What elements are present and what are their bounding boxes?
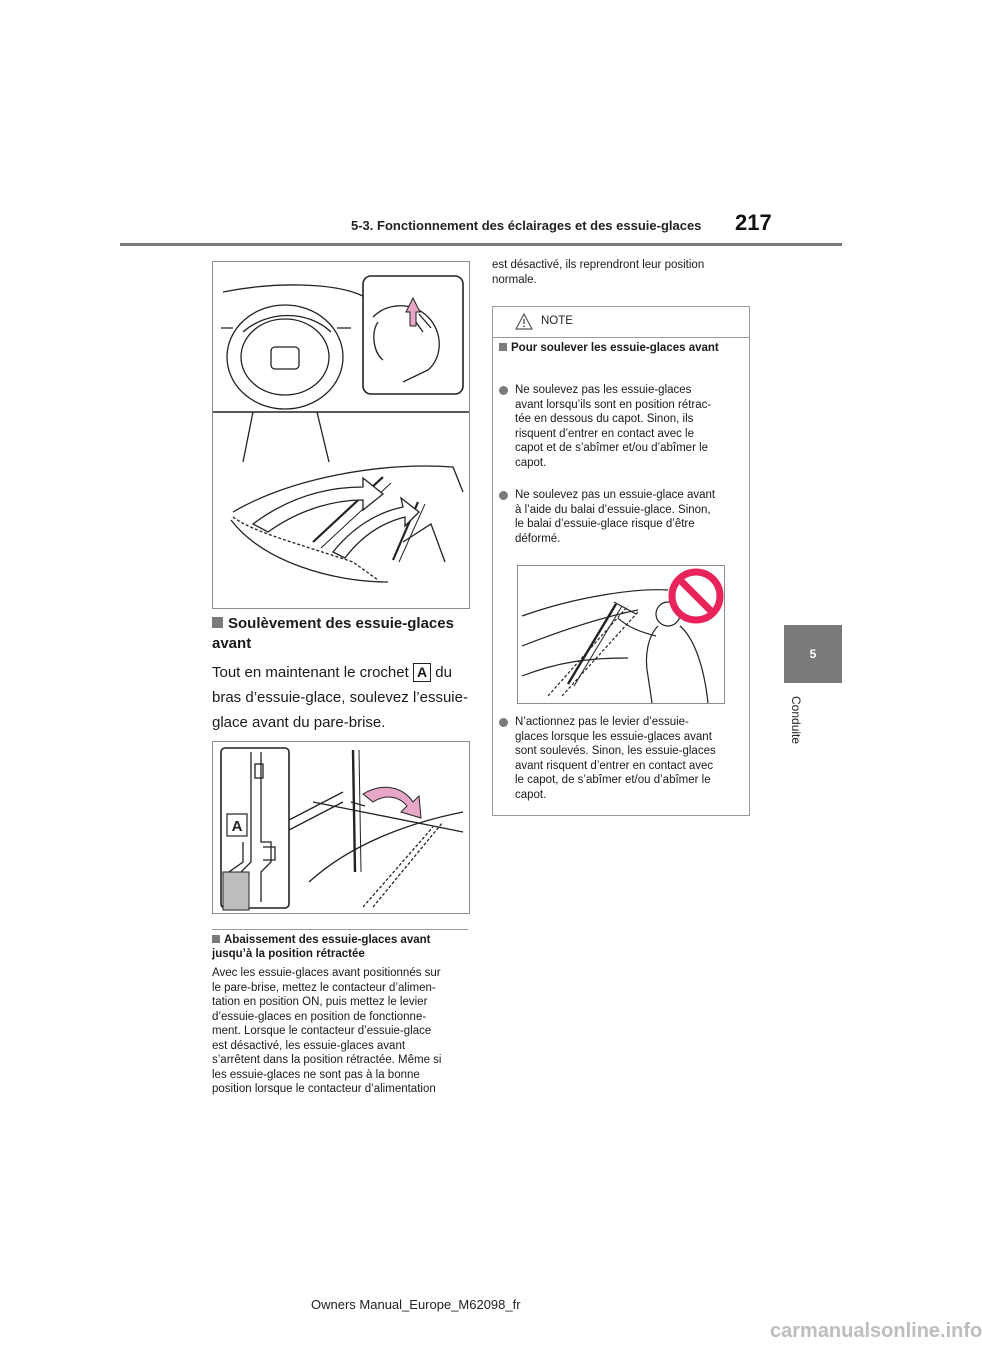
wiper-lever-illustration xyxy=(213,262,469,608)
header-rule xyxy=(120,243,842,246)
instruction-paragraph: Tout en maintenant le crochet A du bras d’essuie-glace, soulevez l’essuie-glace avant du pare-brise. xyxy=(212,664,468,731)
lowering-body-text: Avec les essuie-glaces avant positionnés sur le pare-brise, mettez le contacteur d’alimen- tation en position ON, puis mettez le levier d’essuie-glaces en position de fonctionne- ment. Lorsque le contacteur d’essuie-glace est désactivé, les essuie-glaces avant s’arrêtent dans la position rétractée. Même si les essuie-glaces ne sont pas à la bonne position lorsque le contacteur d’alimentation xyxy=(212,967,442,1095)
figure-wiper-arm-hook xyxy=(212,741,470,914)
note-bullet: Ne soulevez pas un essuie-glace avant à l’aide du balai d’essuie-glace. Sinon, le balai d’essuie-glace risque d’être déformé. xyxy=(499,488,743,532)
chapter-label: Conduite xyxy=(789,696,803,745)
note-bullet: N’actionnez pas le levier d’essuie- glaces lorsque les essuie-glaces avant sont soulevés. Sinon, les essuie-glaces avant risquent d’entrer en contact avec le capot, de s’abîmer et/ou d’abîmer le capot. xyxy=(499,715,743,759)
header-section-title: 5-3. Fonctionnement des éclairages et des essuie-glaces xyxy=(351,218,702,233)
watermark: carmanualsonline.info xyxy=(770,1320,982,1342)
section-square-marker xyxy=(212,935,220,943)
warning-triangle-icon xyxy=(515,313,533,330)
figure-prohibited-lifting xyxy=(517,565,725,704)
footer-manual-id: Owners Manual_Europe_M62098_fr xyxy=(311,1297,521,1312)
bullet-dot xyxy=(499,718,508,727)
note-subheading: Pour soulever les essuie-glaces avant xyxy=(499,341,739,356)
note-bullet: Ne soulevez pas les essuie-glaces avant lorsqu’ils sont en position rétrac- tée en dessous du capot. Sinon, ils risquent d’entrer en contact avec le capot et de s’abîmer et/ou d’abîmer le capot. xyxy=(499,383,743,427)
prohibition-sign-icon xyxy=(672,572,720,620)
note-box xyxy=(492,306,750,816)
section-square-marker xyxy=(499,343,507,351)
chapter-tab[interactable]: 5 xyxy=(784,625,842,683)
small-heading-lowering-wipers: Abaissement des essuie-glaces avant jusqu’à la position rétractée xyxy=(212,934,431,960)
bullet-dot xyxy=(499,491,508,500)
section-square-marker xyxy=(212,617,223,628)
subheading-lifting-wipers: Soulèvement des essuie-glaces avant xyxy=(212,615,454,652)
figure-wiper-lever-and-windshield xyxy=(212,261,470,609)
wiper-hook-illustration xyxy=(213,742,469,913)
prohibited-lifting-illustration xyxy=(518,566,724,703)
hook-label-badge: A xyxy=(413,663,431,682)
figure-callout-a: A xyxy=(231,818,243,835)
bullet-dot xyxy=(499,386,508,395)
page-number: 217 xyxy=(735,210,772,235)
continuation-text: est désactivé, ils reprendront leur position normale. xyxy=(492,259,705,286)
note-header xyxy=(493,307,749,338)
note-title: NOTE xyxy=(541,315,573,327)
small-heading-rule xyxy=(212,929,468,930)
